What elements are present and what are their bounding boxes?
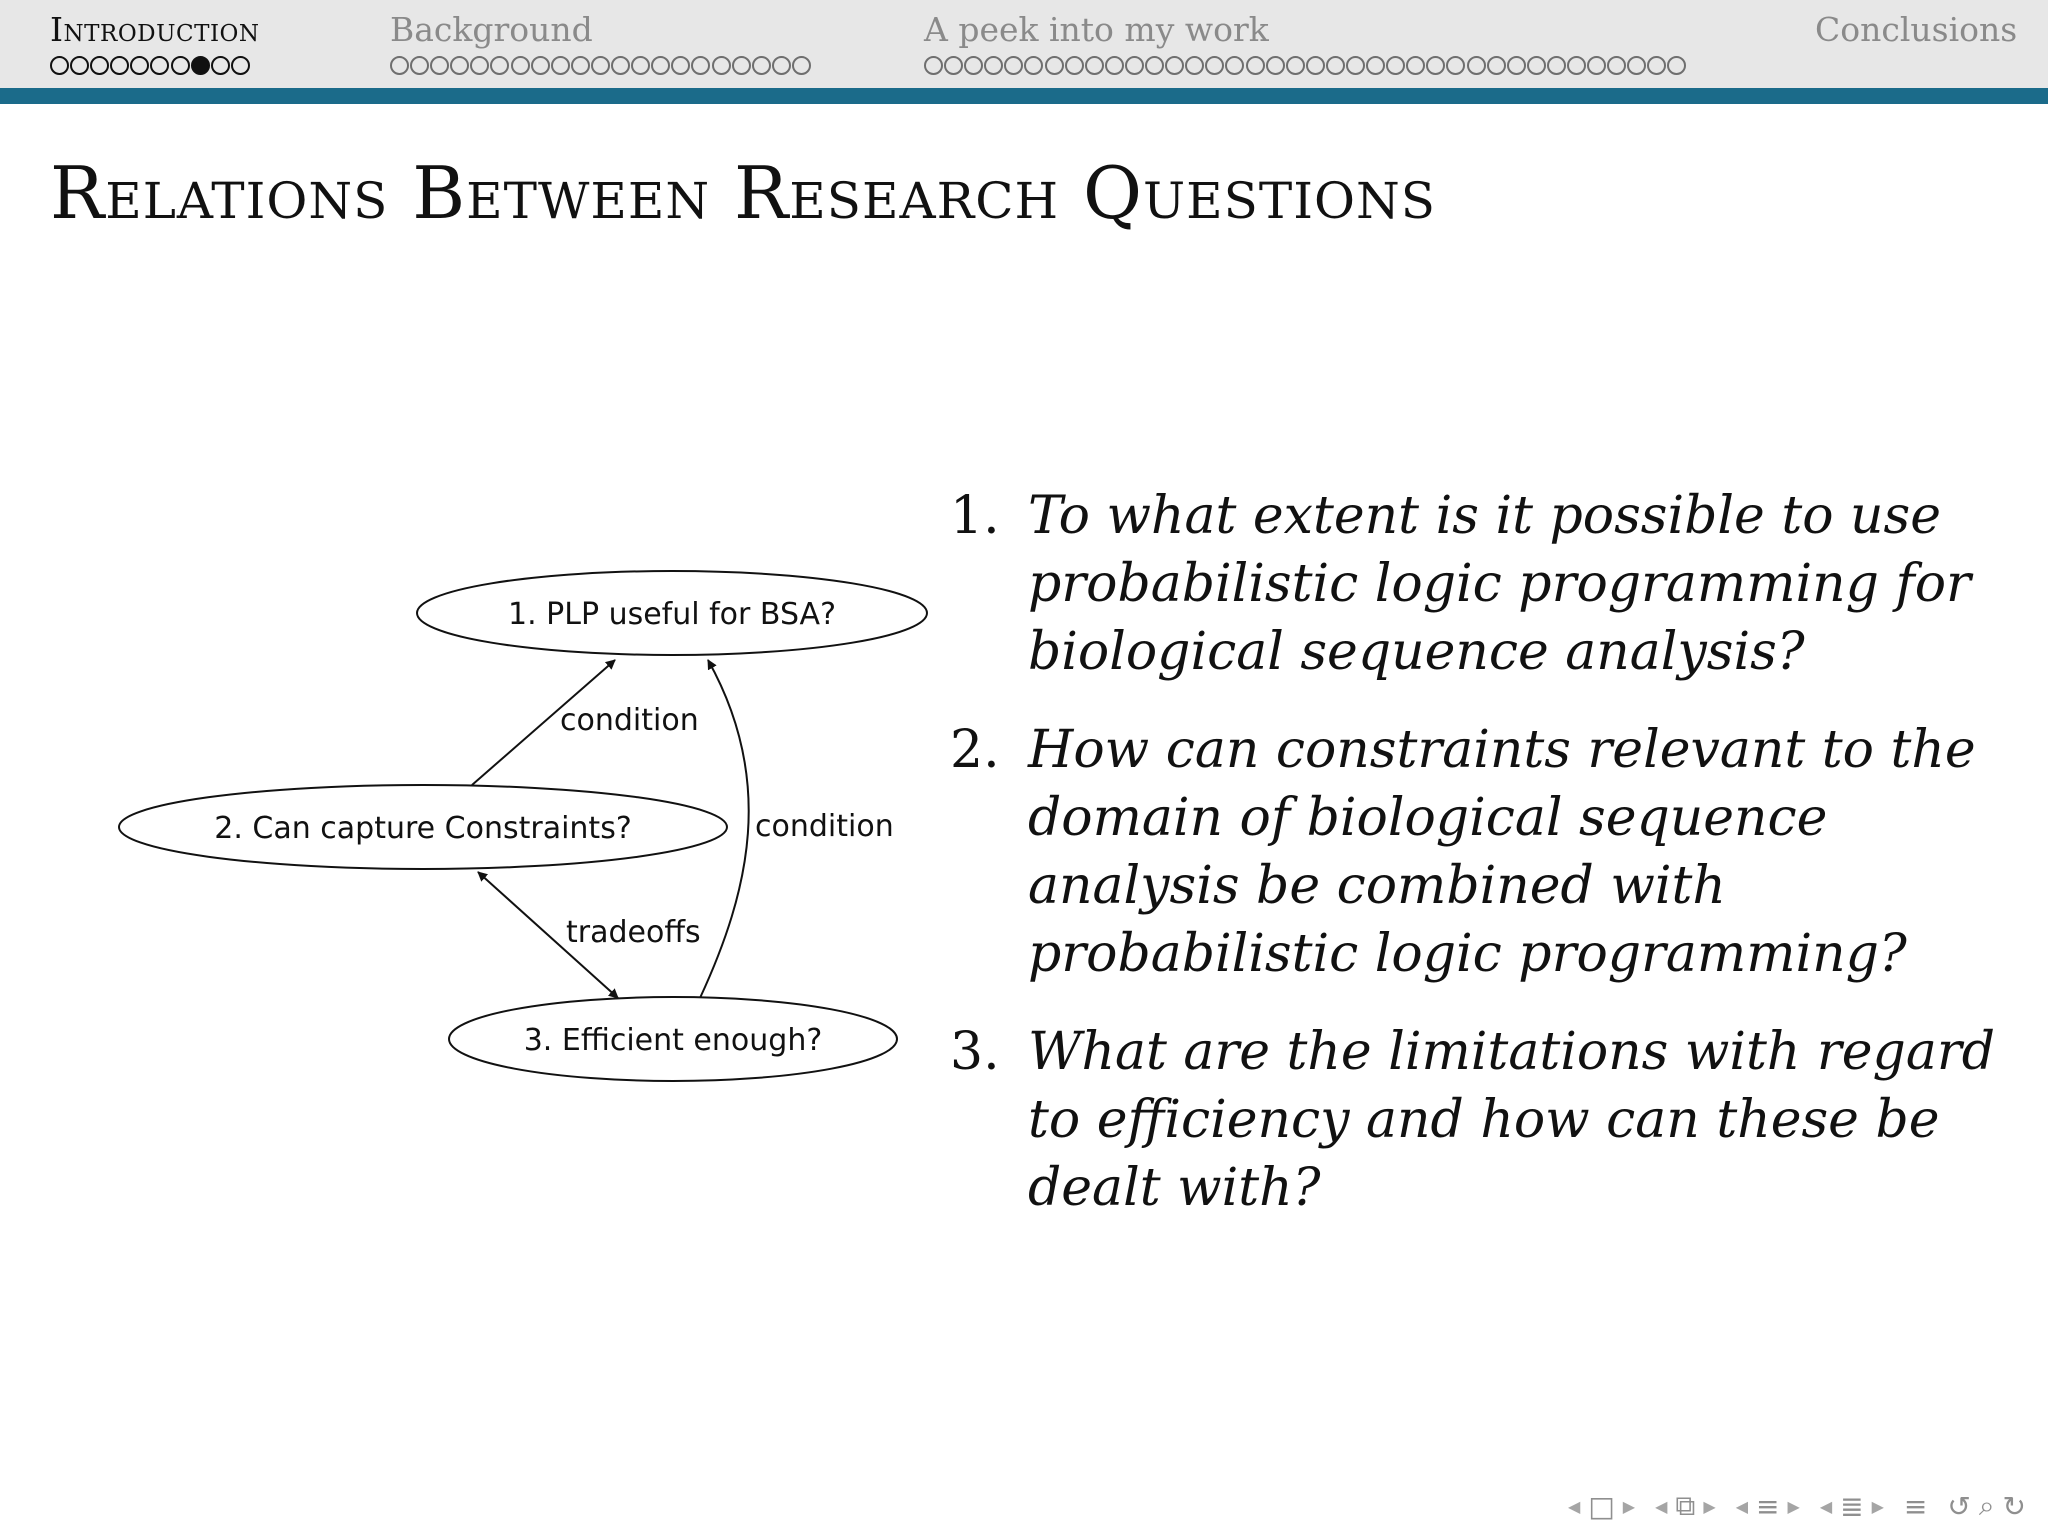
slide-dot[interactable] <box>390 56 409 75</box>
edge-label-condition-left: condition <box>560 703 699 738</box>
question-number: 1. <box>950 486 1000 546</box>
slide-dot[interactable] <box>1426 56 1445 75</box>
slide-dot[interactable] <box>772 56 791 75</box>
slide-dot[interactable] <box>1326 56 1345 75</box>
nav-section-icon[interactable]: ◀ ≡ ▶ <box>1735 1489 1800 1523</box>
nav-search-icon[interactable]: ⌕ <box>1978 1489 1995 1522</box>
section-navigation-bar <box>0 0 2048 88</box>
slide-dot[interactable] <box>1306 56 1325 75</box>
slide-dot[interactable] <box>1547 56 1566 75</box>
question-number: 2. <box>950 720 1000 780</box>
nav-back-icon[interactable]: ↺ <box>1947 1489 1971 1523</box>
slide-dot[interactable] <box>752 56 771 75</box>
node-q2-label: 2. Can capture Constraints? <box>214 811 632 846</box>
slide-dot[interactable] <box>1667 56 1686 75</box>
slide-dot[interactable] <box>792 56 811 75</box>
slide-dot[interactable] <box>1487 56 1506 75</box>
slide-dot[interactable] <box>732 56 751 75</box>
nav-forward-icon[interactable]: ↻ <box>2002 1489 2026 1523</box>
node-q3-label: 3. Efficient enough? <box>523 1023 823 1058</box>
list-item <box>950 482 2000 686</box>
slide-dot[interactable] <box>171 56 190 75</box>
slide-dot[interactable] <box>1105 56 1124 75</box>
edge-label-condition-right: condition <box>755 809 894 844</box>
slide-dots <box>390 54 812 76</box>
slide-dot[interactable] <box>511 56 530 75</box>
slide-dot[interactable] <box>1004 56 1023 75</box>
header-accent-line <box>0 88 2048 104</box>
section-label[interactable]: Introduction <box>50 10 260 49</box>
slide-dot[interactable] <box>90 56 109 75</box>
edge-label-tradeoffs: tradeoffs <box>566 915 701 950</box>
slide-dot[interactable] <box>490 56 509 75</box>
slide-dots <box>924 54 1688 76</box>
research-questions-diagram <box>110 560 940 1100</box>
slide-dot[interactable] <box>70 56 89 75</box>
question-text: How can constraints relevant to the domain of biological sequence analysis be combined with probabilistic logic programming? <box>1028 720 1976 984</box>
slide-dot[interactable] <box>470 56 489 75</box>
slide-dots <box>50 54 260 76</box>
research-questions-list <box>950 482 2000 1252</box>
section-conclusions[interactable] <box>1815 10 2017 50</box>
slide-dot[interactable] <box>1085 56 1104 75</box>
question-number: 3. <box>950 1022 1000 1082</box>
slide-dot[interactable] <box>450 56 469 75</box>
slide-dot[interactable] <box>1527 56 1546 75</box>
slide-dot[interactable] <box>231 56 250 75</box>
slide-dot[interactable] <box>1205 56 1224 75</box>
section-label[interactable]: Background <box>390 10 593 49</box>
slide-dot[interactable] <box>1286 56 1305 75</box>
slide-dot[interactable] <box>1647 56 1666 75</box>
slide-dot[interactable] <box>1507 56 1526 75</box>
section-label[interactable]: Conclusions <box>1815 10 2018 49</box>
slide-dot[interactable] <box>50 56 69 75</box>
slide-dot[interactable] <box>671 56 690 75</box>
slide-dot[interactable] <box>1266 56 1285 75</box>
slide-dot[interactable] <box>1406 56 1425 75</box>
slide-dot[interactable] <box>1165 56 1184 75</box>
slide-dot[interactable] <box>944 56 963 75</box>
current-slide-dot[interactable] <box>191 56 210 75</box>
slide-dot[interactable] <box>571 56 590 75</box>
nav-search-controls <box>1947 1489 2026 1523</box>
slide-dot[interactable] <box>691 56 710 75</box>
slide-dot[interactable] <box>1627 56 1646 75</box>
slide-dot[interactable] <box>1185 56 1204 75</box>
nav-appendix-icon[interactable]: ◀ ≣ ▶ <box>1819 1489 1884 1523</box>
nav-frame-icon[interactable]: ◀ □ ▶ <box>1568 1489 1636 1523</box>
question-text: What are the limitations with regard to efficiency and how can these be dealt with? <box>1028 1022 1995 1218</box>
question-text: To what extent is it possible to use probabilistic logic programming for biological sequence analysis? <box>1028 486 1971 682</box>
slide-dot[interactable] <box>1045 56 1064 75</box>
slide-dot[interactable] <box>1225 56 1244 75</box>
slide-dot[interactable] <box>591 56 610 75</box>
slide-dot[interactable] <box>1467 56 1486 75</box>
slide-dot[interactable] <box>984 56 1003 75</box>
slide-dot[interactable] <box>410 56 429 75</box>
slide-dot[interactable] <box>1446 56 1465 75</box>
slide-dot[interactable] <box>531 56 550 75</box>
slide-dot[interactable] <box>1246 56 1265 75</box>
nav-subsection-icon[interactable]: ◀ ⧉ ▶ <box>1655 1489 1716 1522</box>
slide-dot[interactable] <box>211 56 230 75</box>
section-background[interactable] <box>390 10 812 76</box>
beamer-navigation-controls <box>1554 1486 2026 1526</box>
slide-dot[interactable] <box>924 56 943 75</box>
slide-dot[interactable] <box>1587 56 1606 75</box>
slide-title: Relations Between Research Questions <box>50 151 1437 235</box>
slide-dot[interactable] <box>611 56 630 75</box>
slide-dot[interactable] <box>1386 56 1405 75</box>
slide-dot[interactable] <box>1366 56 1385 75</box>
slide-dot[interactable] <box>712 56 731 75</box>
slide-dot[interactable] <box>150 56 169 75</box>
slide-dot[interactable] <box>1145 56 1164 75</box>
section-peek-into-work[interactable] <box>924 10 1688 76</box>
slide-dot[interactable] <box>964 56 983 75</box>
section-label[interactable]: A peek into my work <box>924 10 1269 49</box>
node-q1-label: 1. PLP useful for BSA? <box>507 597 837 632</box>
nav-toc-icon[interactable]: ≡ <box>1903 1489 1928 1523</box>
slide-dot[interactable] <box>551 56 570 75</box>
slide-dot[interactable] <box>110 56 129 75</box>
list-item <box>950 716 2000 988</box>
slide-dot[interactable] <box>130 56 149 75</box>
section-introduction[interactable] <box>50 10 260 76</box>
slide-dot[interactable] <box>1607 56 1626 75</box>
slide-dot[interactable] <box>1024 56 1043 75</box>
slide-dot[interactable] <box>651 56 670 75</box>
slide-dot[interactable] <box>1125 56 1144 75</box>
slide-dot[interactable] <box>430 56 449 75</box>
list-item <box>950 1018 2000 1222</box>
slide-dot[interactable] <box>1346 56 1365 75</box>
slide-dot[interactable] <box>631 56 650 75</box>
slide-dot[interactable] <box>1567 56 1586 75</box>
slide-dot[interactable] <box>1065 56 1084 75</box>
